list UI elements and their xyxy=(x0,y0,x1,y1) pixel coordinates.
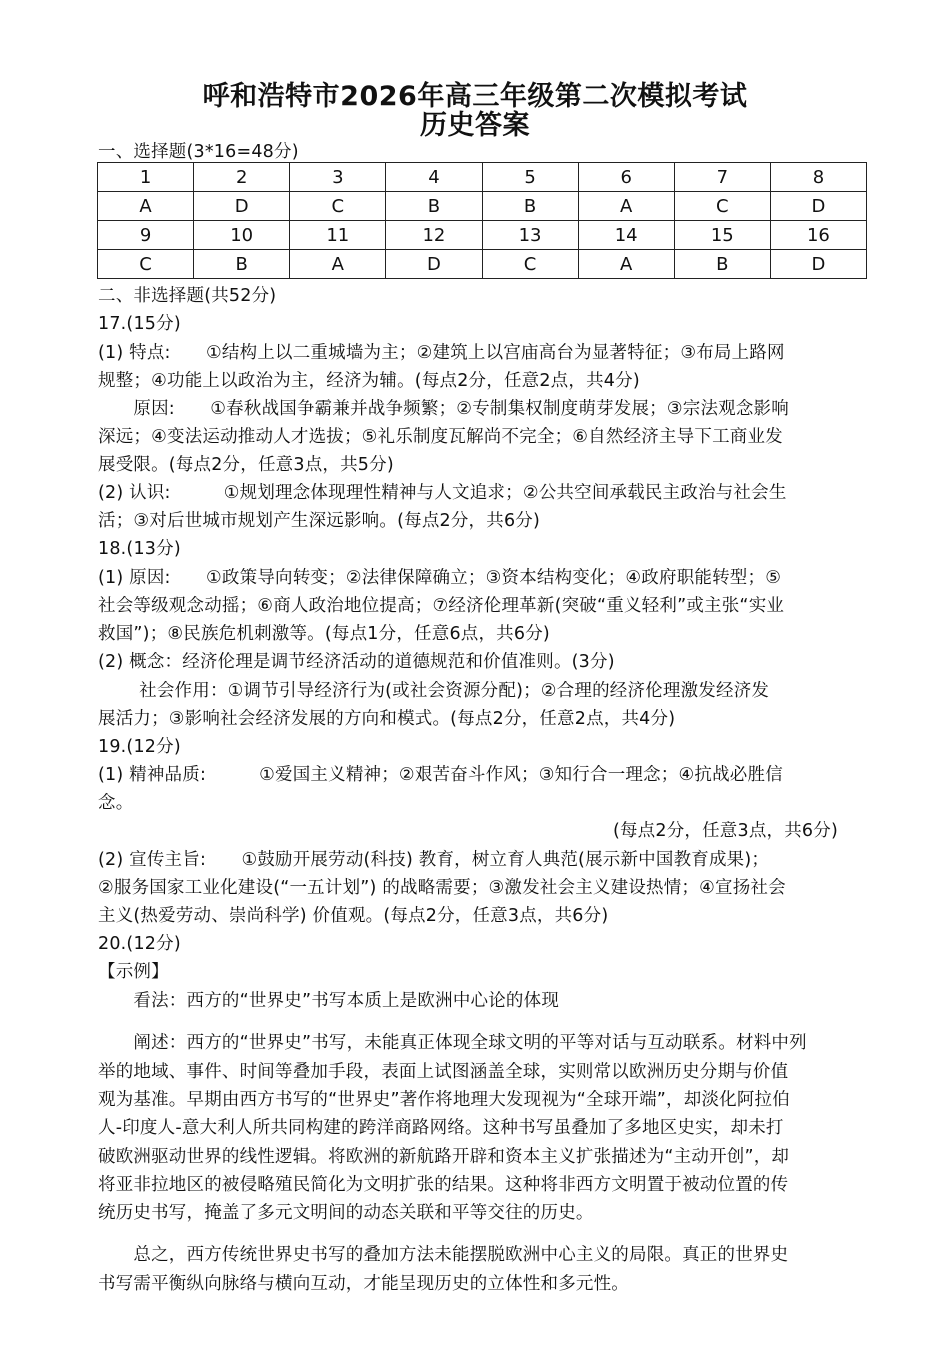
q17-line: (1) 特点: ①结构上以二重城墙为主；②建筑上以宫庙高台为显著特征；③布局上路网 xyxy=(98,343,785,363)
table-cell: A xyxy=(578,250,674,279)
table-cell: 7 xyxy=(674,163,770,192)
q20-elaboration-line: 人-印度人-意大利人所共同构建的跨洋商路网络。这种书写虽叠加了多地区史实，却未打 xyxy=(98,1118,784,1138)
q18-line: 社会作用：①调节引导经济行为(或社会资源分配)；②合理的经济伦理激发经济发 xyxy=(98,681,770,701)
exam-title: 呼和浩特市2026年高三年级第二次模拟考试 xyxy=(202,81,748,112)
q19-line: ②服务国家工业化建设(“一五计划”) 的战略需要；③激发社会主义建设热情；④宣扬社会 xyxy=(98,878,786,898)
q19-line: (1) 精神品质: ①爱国主义精神；②艰苦奋斗作风；③知行合一理念；④抗战必胜信 xyxy=(98,765,783,785)
table-cell: D xyxy=(770,192,866,221)
table-cell: B xyxy=(674,250,770,279)
table-cell: C xyxy=(674,192,770,221)
table-cell: D xyxy=(386,250,482,279)
table-cell: 9 xyxy=(98,221,194,250)
table-cell: 5 xyxy=(482,163,578,192)
table-cell: 10 xyxy=(194,221,290,250)
q19-heading: 19.(12分) xyxy=(98,737,181,757)
table-cell: 12 xyxy=(386,221,482,250)
q20-example-label: 【示例】 xyxy=(98,962,169,982)
q17-line: 活；③对后世城市规划产生深远影响。(每点2分，共6分) xyxy=(98,511,541,531)
table-cell: 15 xyxy=(674,221,770,250)
table-cell: 2 xyxy=(194,163,290,192)
table-cell: 14 xyxy=(578,221,674,250)
q20-elaboration-line: 统历史书写，掩盖了多元文明间的动态关联和平等交往的历史。 xyxy=(98,1203,594,1223)
table-cell: C xyxy=(482,250,578,279)
table-cell: 4 xyxy=(386,163,482,192)
q19-line: (2) 宣传主旨: ①鼓励开展劳动(科技) 教育，树立育人典范(展示新中国教育成果)； xyxy=(98,850,770,870)
table-cell: D xyxy=(194,192,290,221)
q17-line: 规整；④功能上以政治为主，经济为辅。(每点2分，任意2点，共4分) xyxy=(98,371,640,391)
q20-elaboration-line: 举的地域、事件、时间等叠加手段，表面上试图涵盖全球，实则常以欧洲历史分期与价值 xyxy=(98,1062,789,1082)
exam-subtitle: 历史答案 xyxy=(420,110,530,141)
q20-conclusion-line: 书写需平衡纵向脉络与横向互动，才能呈现历史的立体性和多元性。 xyxy=(98,1274,629,1294)
table-cell: D xyxy=(770,250,866,279)
table-cell: 6 xyxy=(578,163,674,192)
table-cell: C xyxy=(98,250,194,279)
table-cell: 3 xyxy=(290,163,386,192)
table-cell: C xyxy=(290,192,386,221)
q18-line: 社会等级观念动摇；⑥商人政治地位提高；⑦经济伦理革新(突破“重义轻利”或主张“实业 xyxy=(98,596,785,616)
q20-elaboration-line: 阐述：西方的“世界史”书写，未能真正体现全球文明的平等对话与互动联系。材料中列 xyxy=(98,1033,807,1053)
answer-table xyxy=(97,162,867,279)
q20-elaboration-line: 将亚非拉地区的被侵略殖民简化为文明扩张的结果。这种将非西方文明置于被动位置的传 xyxy=(98,1175,789,1195)
table-cell: B xyxy=(482,192,578,221)
q20-conclusion-line: 总之，西方传统世界史书写的叠加方法未能摆脱欧洲中心主义的局限。真正的世界史 xyxy=(98,1245,789,1265)
table-cell: A xyxy=(578,192,674,221)
table-cell: B xyxy=(386,192,482,221)
q20-elaboration-line: 破欧洲驱动世界的线性逻辑。将欧洲的新航路开辟和资本主义扩张描述为“主动开创”，却 xyxy=(98,1147,790,1167)
q18-line: (2) 概念：经济伦理是调节经济活动的道德规范和价值准则。(3分) xyxy=(98,652,615,672)
table-cell: 1 xyxy=(98,163,194,192)
q18-line: (1) 原因: ①政策导向转变；②法律保障确立；③资本结构变化；④政府职能转型；⑤ xyxy=(98,568,782,588)
table-row xyxy=(98,221,867,250)
section2-heading: 二、非选择题(共52分) xyxy=(98,286,277,306)
table-cell: 13 xyxy=(482,221,578,250)
q18-line: 救国”)；⑧民族危机刺激等。(每点1分，任意6点，共6分) xyxy=(98,624,550,644)
table-cell: A xyxy=(98,192,194,221)
q20-elaboration-line: 观为基准。早期由西方书写的“世界史”著作将地理大发现视为“全球开端”，却淡化阿拉伯 xyxy=(98,1090,790,1110)
q18-line: 展活力；③影响社会经济发展的方向和模式。(每点2分，任意2点，共4分) xyxy=(98,709,676,729)
q19-score-note: (每点2分，任意3点，共6分) xyxy=(612,821,838,841)
table-cell: 8 xyxy=(770,163,866,192)
q18-heading: 18.(13分) xyxy=(98,539,181,559)
q17-line: 深远；④变法运动推动人才选拔；⑤礼乐制度瓦解尚不完全；⑥自然经济主导下工商业发 xyxy=(98,427,783,447)
q19-line: 主义(热爱劳动、崇尚科学) 价值观。(每点2分，任意3点，共6分) xyxy=(98,906,609,926)
table-row xyxy=(98,163,867,192)
table-row xyxy=(98,250,867,279)
table-row xyxy=(98,192,867,221)
q17-line: 原因: ①春秋战国争霸兼并战争频繁；②专制集权制度萌芽发展；③宗法观念影响 xyxy=(98,399,789,419)
section1-heading: 一、选择题(3*16=48分) xyxy=(98,142,299,162)
q20-view: 看法：西方的“世界史”书写本质上是欧洲中心论的体现 xyxy=(98,991,560,1011)
q20-heading: 20.(12分) xyxy=(98,934,181,954)
q17-line: 展受限。(每点2分，任意3点，共5分) xyxy=(98,455,394,475)
table-cell: A xyxy=(290,250,386,279)
q19-line: 念。 xyxy=(98,793,134,813)
table-cell: B xyxy=(194,250,290,279)
table-cell: 16 xyxy=(770,221,866,250)
q17-heading: 17.(15分) xyxy=(98,314,181,334)
q17-line: (2) 认识: ①规划理念体现理性精神与人文追求；②公共空间承载民主政治与社会生 xyxy=(98,483,787,503)
table-cell: 11 xyxy=(290,221,386,250)
